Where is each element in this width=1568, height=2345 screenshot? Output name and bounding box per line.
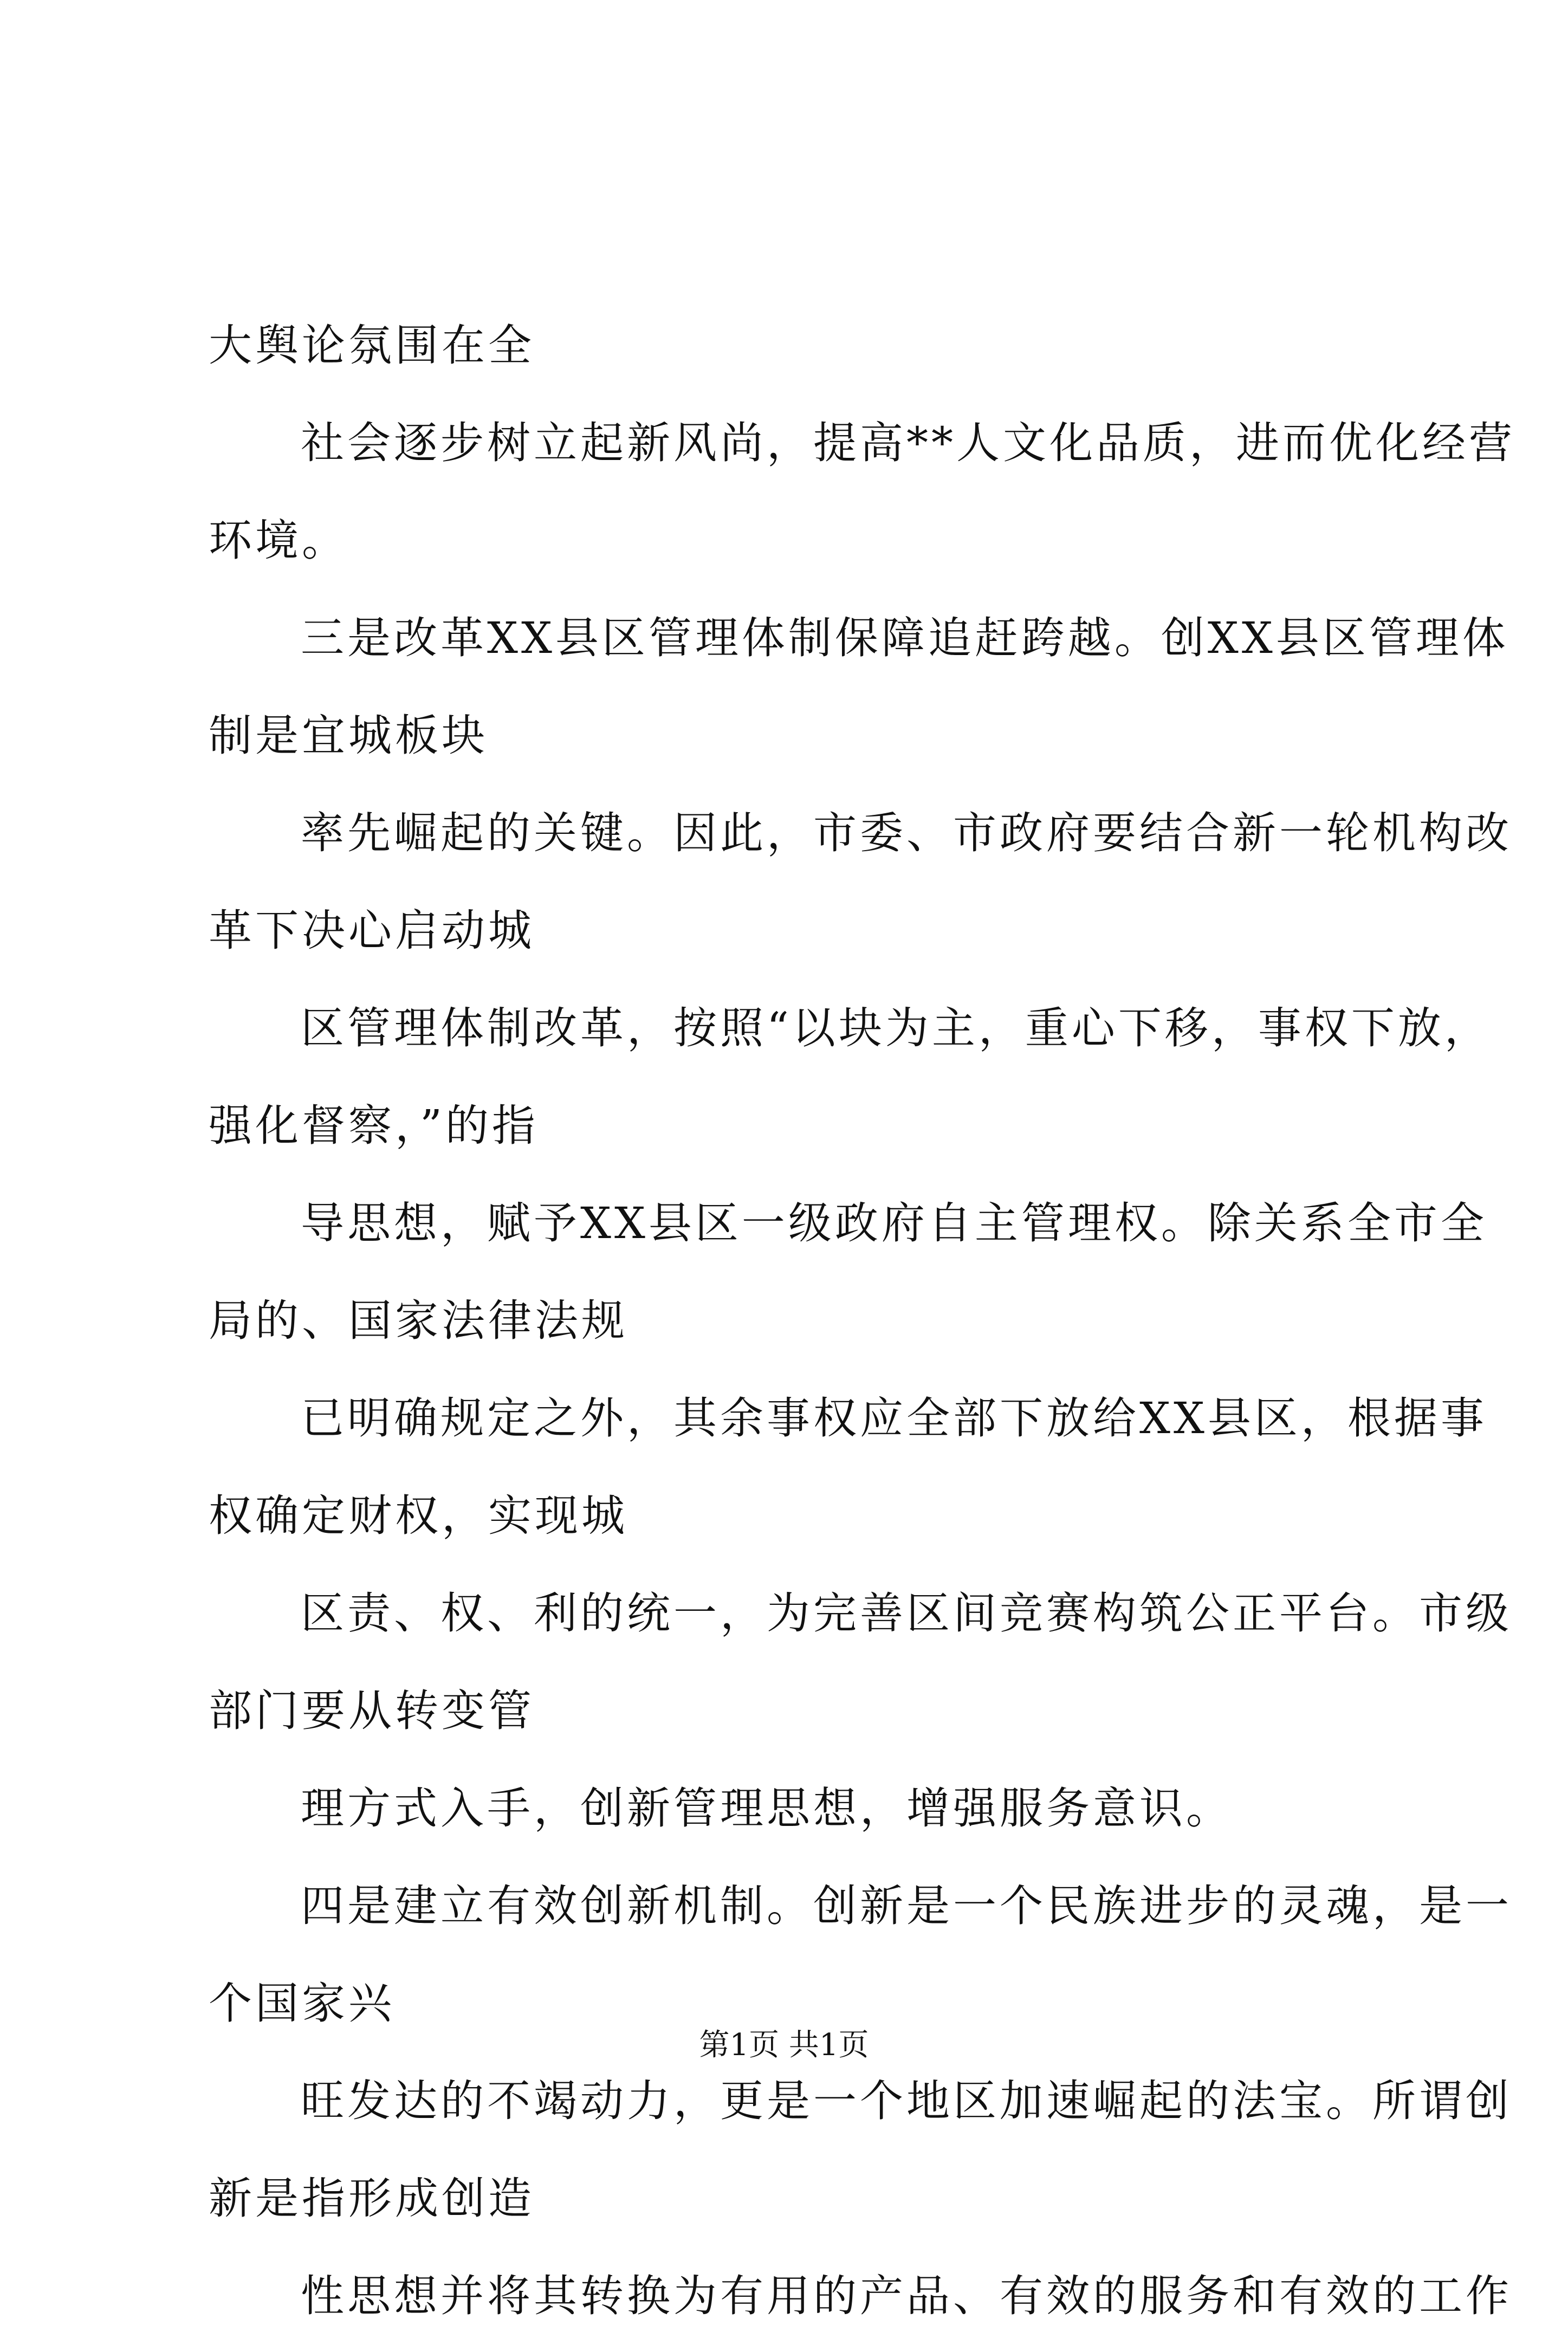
text-line: 大舆论氛围在全	[209, 320, 535, 371]
page-number-label: 第1页 共1页	[699, 2027, 869, 2063]
page-footer	[0, 2024, 1568, 2067]
text-line: 社会逐步树立起新风尚，提高**人文化品质，进而优化经营	[301, 418, 1515, 468]
text-line: 环境。	[209, 515, 348, 566]
text-line: 区管理体制改革，按照“以块为主，重心下移，事权下放，	[301, 1003, 1491, 1053]
text-line: 已明确规定之外，其余事权应全部下放给XX县区，根据事	[301, 1393, 1487, 1443]
text-line: 个国家兴	[209, 1978, 395, 2029]
text-line: 局的、国家法律法规	[209, 1295, 628, 1346]
text-line: 新是指形成创造	[209, 2173, 535, 2224]
text-line: 区责、权、利的统一，为完善区间竞赛构筑公正平台。市级	[301, 1588, 1512, 1638]
text-line: 部门要从转变管	[209, 1686, 535, 1736]
text-line: 三是改革XX县区管理体制保障追赶跨越。创XX县区管理体	[301, 613, 1509, 663]
text-line: 旺发达的不竭动力，更是一个地区加速崛起的法宝。所谓创	[301, 2076, 1512, 2126]
text-line: 理方式入手，创新管理思想，增强服务意识。	[301, 1783, 1233, 1834]
text-line: 性思想并将其转换为有用的产品、有效的服务和有效的工作	[301, 2271, 1512, 2321]
text-line: 强化督察，”的指	[209, 1100, 539, 1151]
text-line: 革下决心启动城	[209, 905, 535, 956]
text-line: 制是宜城板块	[209, 710, 488, 761]
text-line: 导思想，赋予XX县区一级政府自主管理权。除关系全市全	[301, 1198, 1487, 1248]
text-line: 权确定财权，实现城	[209, 1491, 628, 1541]
text-line: 率先崛起的关键。因此，市委、市政府要结合新一轮机构改	[301, 808, 1512, 858]
text-line: 四是建立有效创新机制。创新是一个民族进步的灵魂，是一	[301, 1881, 1512, 1931]
